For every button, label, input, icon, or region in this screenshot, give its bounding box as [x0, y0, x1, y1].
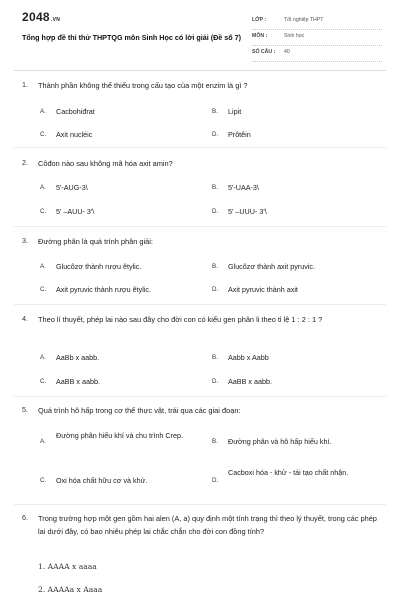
- question-text: Thành phần không thể thiếu trong cấu tạo của một enzim là gì ?: [38, 81, 248, 90]
- option-text: AaBB x aabb.: [228, 377, 272, 386]
- option-letter: D.: [212, 378, 219, 385]
- header-divider: [14, 70, 386, 71]
- option-text: 5'-AUG-3\: [56, 183, 88, 192]
- option-letter: D.: [212, 208, 219, 215]
- question-divider: [14, 504, 386, 505]
- option-letter: C.: [40, 286, 47, 293]
- option-text: 5' –AUU- 3'\: [56, 207, 95, 216]
- option-text: 5'-UAA-3\: [228, 183, 259, 192]
- option-text: Glucôzơ thành axit pyruvic.: [228, 262, 316, 271]
- option-letter: B.: [212, 263, 218, 270]
- option-letter: A.: [40, 184, 46, 191]
- cross-item-2: 2. AAAAa x Aaaa: [38, 585, 103, 594]
- question-text: Côđon nào sau không mã hóa axit amin?: [38, 159, 173, 168]
- option-text: 5' –UUU- 3'\: [228, 207, 267, 216]
- option-text: Axit nucléic: [56, 130, 93, 139]
- option-letter: C.: [40, 208, 47, 215]
- question-number: 3.: [22, 236, 28, 245]
- meta-label: LỚP :: [252, 17, 267, 23]
- question-number: 1.: [22, 80, 28, 89]
- question-divider: [14, 304, 386, 305]
- question-text: Quá trình hô hấp trong cơ thể thực vật, trải qua các giai đoạn:: [38, 406, 241, 415]
- option-text: Lipit: [228, 107, 242, 116]
- option-text: Axit pyruvic thành axit: [228, 285, 298, 294]
- option-letter: C.: [40, 477, 47, 484]
- question-number: 4.: [22, 314, 28, 323]
- option-text: Axit pyruvic thành rượu êtylic.: [56, 285, 152, 294]
- meta-value: Sinh học: [284, 33, 305, 39]
- site-logo[interactable]: [22, 10, 60, 24]
- option-letter: B.: [212, 184, 218, 191]
- logo-suffix: .VN: [50, 17, 61, 23]
- option-letter: A.: [40, 438, 46, 445]
- option-letter: B.: [212, 438, 218, 445]
- option-text: Prôtêin: [228, 130, 251, 139]
- option-letter: B.: [212, 108, 218, 115]
- cross-item-1: 1. AAAA x aaaa: [38, 562, 97, 571]
- option-letter: C.: [40, 378, 47, 385]
- option-text: Đường phân và hô hấp hiếu khí.: [228, 437, 332, 446]
- question-text: Đường phân là quá trình phân giải:: [38, 237, 153, 246]
- document-meta: [252, 14, 382, 62]
- meta-label: MÔN :: [252, 33, 268, 39]
- logo-text: 2048: [22, 10, 50, 24]
- document-header: [0, 0, 400, 70]
- question-divider: [14, 147, 386, 148]
- option-letter: A.: [40, 354, 46, 361]
- option-text: AaBb x aabb.: [56, 353, 100, 362]
- option-letter: A.: [40, 108, 46, 115]
- option-letter: C.: [40, 131, 47, 138]
- option-letter: D.: [212, 286, 219, 293]
- question-text: Trong trường hợp một gen gồm hai alen (A, a) quy định một tính trạng thì theo lý thuyết, trong các phép lai dưới đây, có bao nhiêu phép lai chắc chắn cho đời con đồng tính?: [38, 514, 377, 536]
- option-text: Aabb x Aabb: [228, 353, 269, 362]
- question-number: 2.: [22, 158, 28, 167]
- question-text: Theo lí thuyết, phép lai nào sau đây cho đời con có kiểu gen phân li theo tỉ lệ 1 : 2 : 1 ?: [38, 315, 323, 324]
- option-letter: D.: [212, 477, 219, 484]
- option-text: Glucôzơ thành rượu êtylic.: [56, 262, 142, 271]
- question-divider: [14, 226, 386, 227]
- option-text: Oxi hóa chất hữu cơ và khử.: [56, 476, 148, 485]
- meta-row-count: [252, 46, 382, 62]
- meta-value: 40: [284, 49, 290, 55]
- meta-row-class: [252, 14, 382, 30]
- option-text: AaBB x aabb.: [56, 377, 100, 386]
- meta-value: Tốt nghiệp THPT: [284, 17, 324, 23]
- document-title: Tổng hợp đề thi thử THPTQG môn Sinh Học có lời giải (Đề số 7): [22, 33, 242, 42]
- question-divider: [14, 396, 386, 397]
- meta-row-subject: [252, 30, 382, 46]
- option-letter: B.: [212, 354, 218, 361]
- option-letter: A.: [40, 263, 46, 270]
- meta-label: SỐ CÂU :: [252, 49, 276, 55]
- question-number: 5.: [22, 405, 28, 414]
- option-text: Cacboxi hóa - khử - tái tạo chất nhận.: [228, 468, 349, 477]
- option-text: Đường phân hiếu khí và chu trình Crep.: [56, 431, 183, 440]
- question-number: 6.: [22, 513, 28, 522]
- option-letter: D.: [212, 131, 219, 138]
- option-text: Cacbohiđrat: [56, 107, 95, 116]
